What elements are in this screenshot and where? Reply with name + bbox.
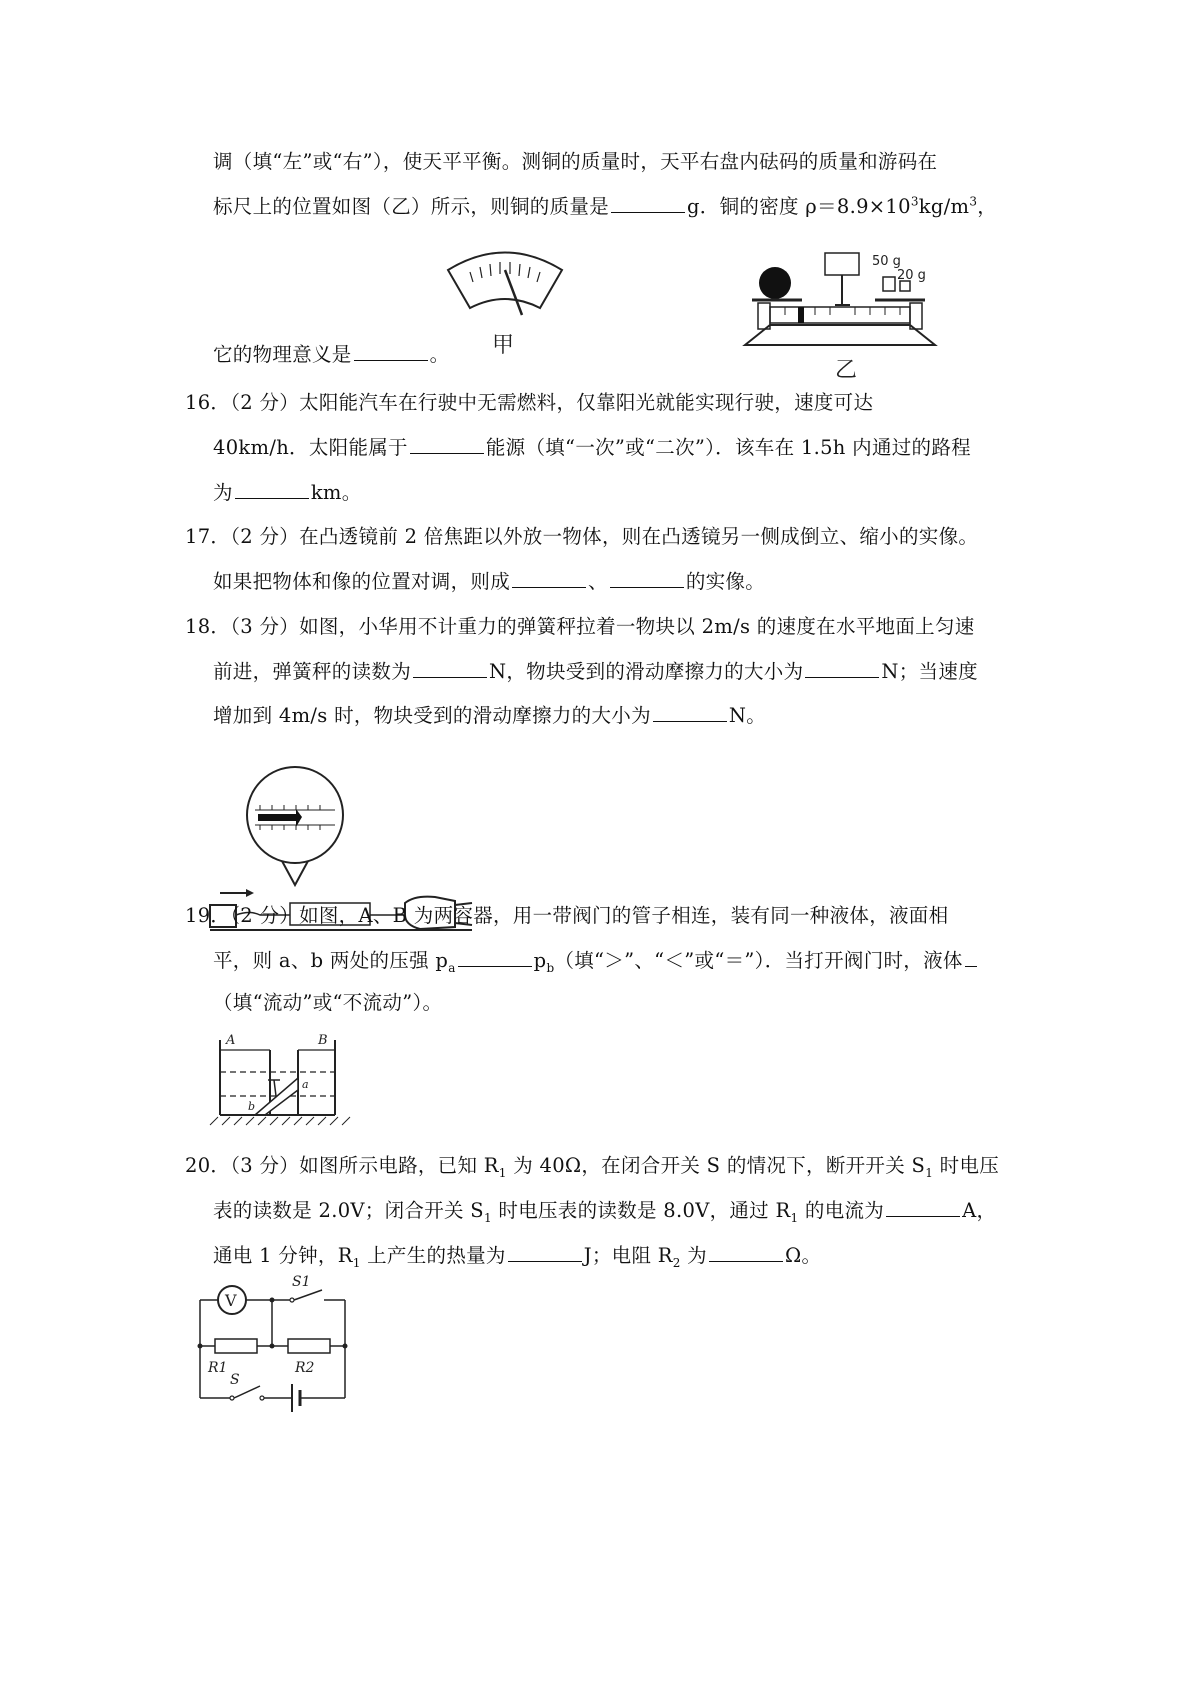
figure-yi-label: 乙 [835, 358, 858, 383]
q15-line2: 标尺上的位置如图（乙）所示，则铜的质量是 g．铜的密度 $\rho=8.9\times 10^3kg/m^3$， [213, 194, 998, 218]
q17-line2: 如果把物体和像的位置对调，则成 、 的实像。 [213, 570, 766, 593]
weight-20g-label: 20 g [897, 268, 926, 283]
q19-blank-flow[interactable] [965, 948, 977, 967]
q20-line3: 通电 1 分钟，$R_1$ 上产生的热量为 J；电阻 $R_2$ 为 Ω。 [213, 1244, 822, 1270]
figure-circuit [200, 1274, 360, 1420]
switch-S-label: S [230, 1372, 240, 1388]
q20-blank-heat[interactable] [508, 1243, 582, 1262]
figure-jia-label: 甲 [492, 333, 515, 358]
label-point-b: b [248, 1100, 256, 1113]
q19-line1: 19．（2 分）如图，A、B 为两容器，用一带阀门的管子相连，装有同一种液体，液面相 [185, 904, 949, 927]
q16-blank-distance[interactable] [235, 480, 309, 499]
q19-line2: 平，则 a、b 两处的压强 $p_a$ $p_b$（填“＞”、“＜”或“＝”）．当打开阀门时，液体 [213, 945, 979, 973]
q18-line1: 18．（3 分）如图，小华用不计重力的弹簧秤拉着一物块以 2m/s 的速度在水平地面上匀速 [185, 615, 975, 638]
q16-blank-energy[interactable] [410, 435, 484, 454]
q20-blank-resistance[interactable] [709, 1243, 783, 1262]
q20-line2: 表的读数是 2.0V；闭合开关 $S_1$ 时电压表的读数是 8.0V，通过 $R_1$ 的电流为 A， [213, 1199, 997, 1225]
q15-blank-mass[interactable] [611, 194, 685, 213]
q18-line2: 前进，弹簧秤的读数为 N，物块受到的滑动摩擦力的大小为 N；当速度 [213, 660, 978, 683]
resistor-R2-label: R2 [295, 1360, 315, 1376]
q16-line2: 40km/h．太阳能属于 能源（填“一次”或“二次”）．该车在 1.5h 内通过的路程 [213, 436, 971, 459]
q15-blank-meaning[interactable] [354, 342, 428, 361]
figure-jia-scale [440, 240, 570, 370]
label-container-B: B [318, 1033, 328, 1048]
q18-blank-friction2[interactable] [653, 703, 727, 722]
q19-blank-pressure[interactable] [458, 948, 532, 967]
q17-line1: 17．（2 分）在凸透镜前 2 倍焦距以外放一物体，则在凸透镜另一侧成倒立、缩小的实像。 [185, 525, 979, 548]
figure-yi-balance [740, 245, 940, 385]
switch-S1-label: S1 [292, 1274, 311, 1290]
q18-line3: 增加到 4m/s 时，物块受到的滑动摩擦力的大小为 N。 [213, 704, 767, 727]
q20-line1: 20．（3 分）如图所示电路，已知 $R_1$ 为 40Ω，在闭合开关 S 的情况下，断开开关 $S_1$ 时电压 [185, 1154, 1000, 1180]
q15-line1: 调（填“左”或“右”），使天平平衡。测铜的质量时，天平右盘内砝码的质量和游码在 [213, 150, 938, 173]
figure-containers [210, 1030, 360, 1130]
resistor-R1-label: R1 [208, 1360, 228, 1376]
q16-line3: 为 km。 [213, 481, 362, 504]
label-point-a: a [302, 1078, 309, 1091]
q15-line3: 它的物理意义是 。 [213, 343, 450, 366]
q18-blank-reading[interactable] [413, 659, 487, 678]
q17-blank-2[interactable] [610, 569, 684, 588]
q18-blank-friction[interactable] [805, 659, 879, 678]
q19-line3: （填“流动”或“不流动”）。 [213, 991, 443, 1014]
label-container-A: A [226, 1033, 236, 1048]
q20-blank-current[interactable] [886, 1198, 960, 1217]
q17-blank-1[interactable] [512, 569, 586, 588]
weight-50g-label: 50 g [872, 254, 901, 269]
q16-line1: 16．（2 分）太阳能汽车在行驶中无需燃料，仅靠阳光就能实现行驶，速度可达 [185, 391, 874, 414]
voltmeter-label: V [225, 1291, 237, 1310]
